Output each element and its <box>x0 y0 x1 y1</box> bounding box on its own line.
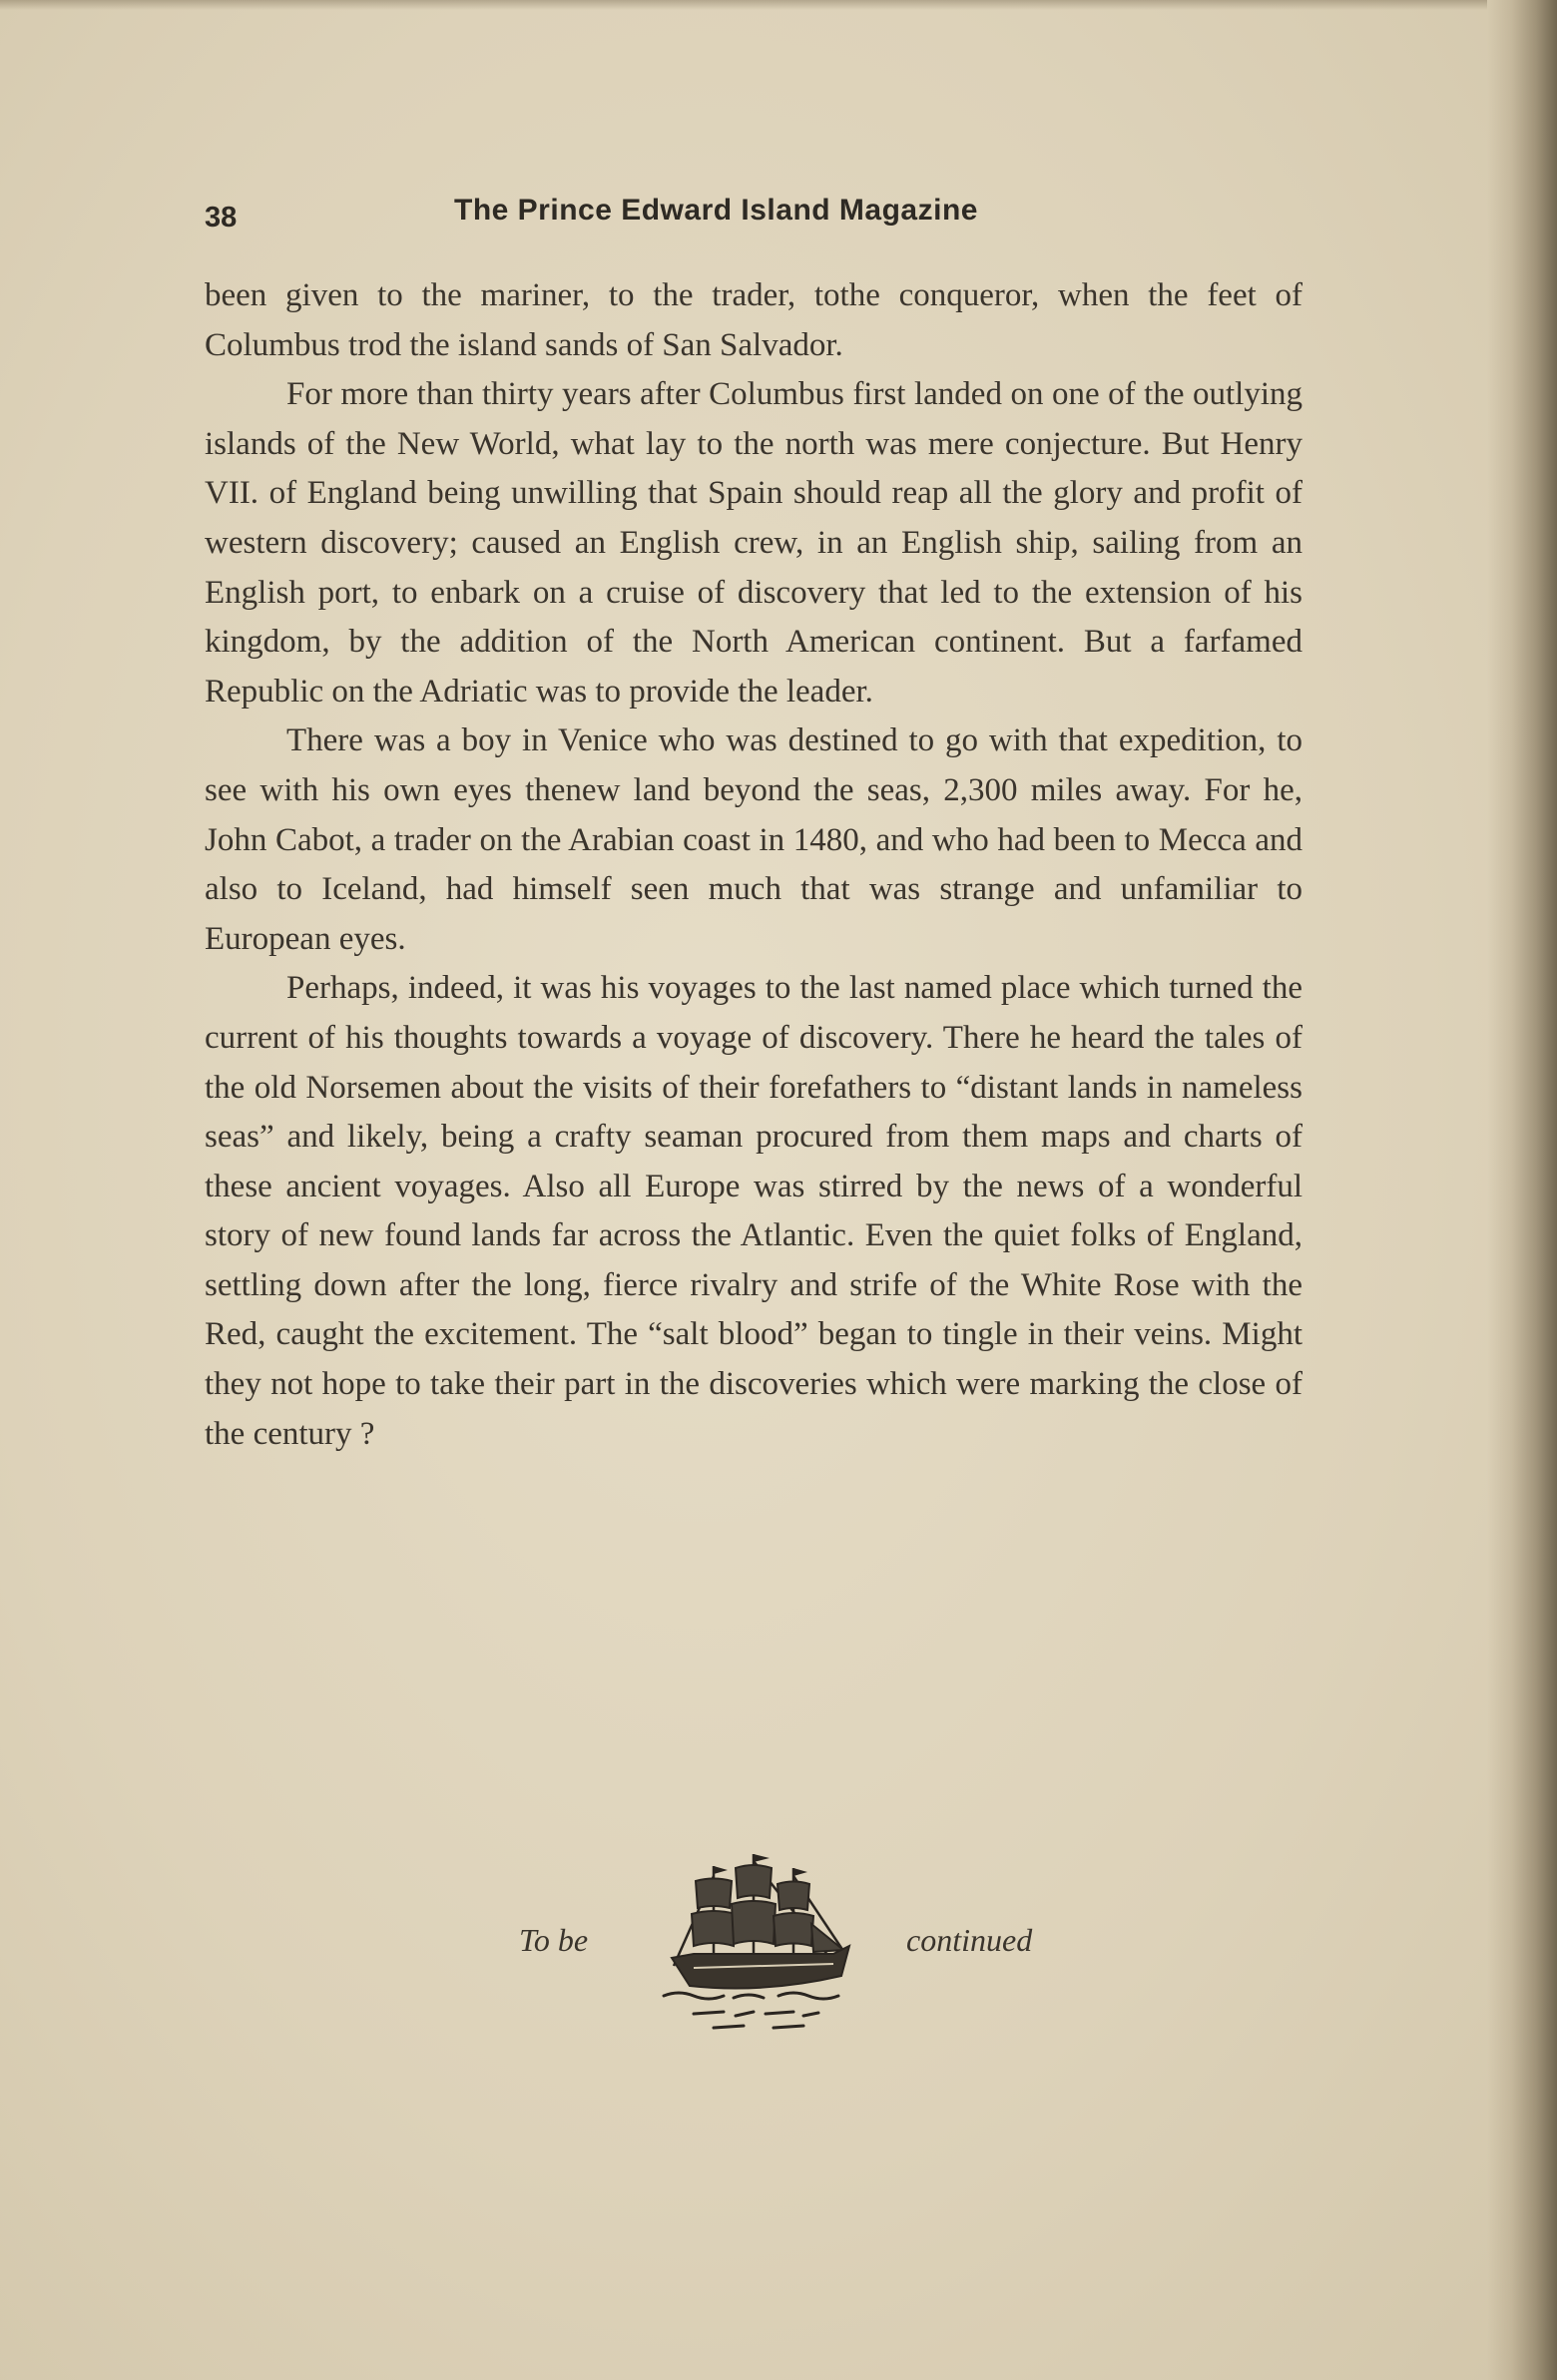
paragraph: Perhaps, indeed, it was his voyages to the last named place which turned the current of his thoughts towards a voyage of discovery. There he heard the tales of the old Norsemen about the visits of their forefathers to “distant lands in nameless seas” and likely, being a crafty seaman procured from them maps and charts of these ancient voyages. Also all Europe was stirred by the news of a wonderful story of new found lands far across the Atlantic. Even the quiet folks of England, settling down after the long, fierce rivalry and strife of the White Rose with the Red, caught the excitement. The “salt blood” began to tingle in their veins. Might they not hope to take their part in the discoveries which were marking the close of the century ? <box>205 970 1302 1452</box>
to-be-continued <box>205 1846 1302 2046</box>
paragraph: For more than thirty years after Columbus first landed on one of the outlying islands of the New World, what lay to the north was mere conjecture. But Henry VII. of England being unwilling that Spain should reap all the glory and profit of western discovery; caused an English crew, in an English ship, sailing from an English port, to enbark on a cruise of discovery that led to the extension of his kingdom, by the addition of the North American continent. But a farfamed Republic on the Adriatic was to provide the leader. <box>205 376 1302 710</box>
paragraph: There was a boy in Venice who was destined to go with that expedition, to see with his own eyes thenew land beyond the seas, 2,300 miles away. For he, John Cabot, a trader on the Arabian coast in 1480, and who had been to Mecca and also to Iceland, had himself seen much that was strange and unfamiliar to European eyes. <box>205 722 1302 957</box>
continued-text: continued <box>906 1922 1033 1958</box>
journal-title: The Prince Edward Island Magazine <box>454 194 978 227</box>
sailing-ship-icon <box>654 1846 863 2046</box>
page-number: 38 <box>205 202 238 234</box>
to-be-text: To be <box>519 1922 589 1958</box>
article-body <box>205 271 1302 1459</box>
paragraph: been given to the mariner, to the trader, tothe conqueror, when the feet of Columbus trod the island sands of San Salvador. <box>205 277 1302 363</box>
running-head <box>205 188 1302 247</box>
page-edge-shadow <box>1487 0 1557 2380</box>
page-top-shadow <box>0 0 1487 10</box>
